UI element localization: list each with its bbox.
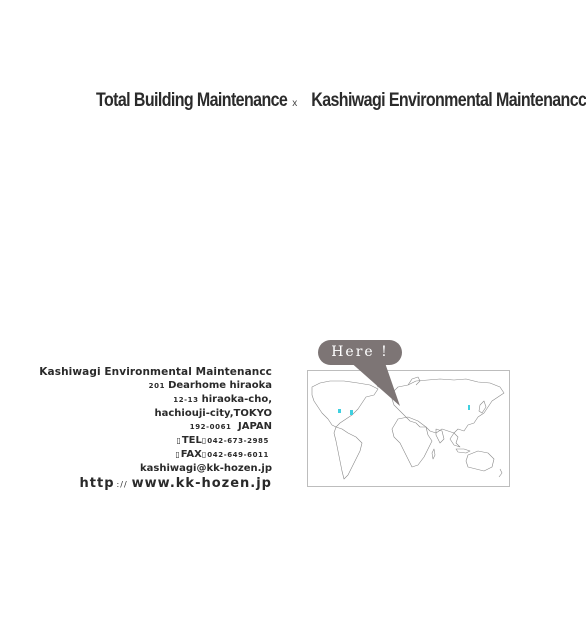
building-name: Dearhome hiraoka	[168, 380, 272, 391]
header-banner	[96, 88, 586, 114]
tel-label: TEL	[181, 435, 202, 446]
tel-number: 042-673-2985	[207, 437, 269, 445]
fax-number: 042-649-6011	[207, 451, 269, 459]
company-name: Kashiwagi Environmental Maintenancc	[39, 366, 272, 378]
banner-right-title: Kashiwagi Environmental Maintenancc	[311, 90, 586, 111]
marker-region-3	[468, 405, 470, 410]
address-postal-line	[39, 420, 272, 434]
url-separator: ://	[116, 480, 128, 489]
se-asia-outline	[450, 433, 460, 447]
banner-separator: x	[292, 97, 298, 109]
fax-label: FAX	[180, 449, 202, 460]
email-link[interactable]: kashiwagi@kk-hozen.jp	[139, 463, 272, 474]
tel-icon: ▯	[176, 436, 181, 445]
fax-line	[39, 448, 272, 462]
callout-pointer-icon	[340, 360, 410, 410]
australia-outline	[466, 451, 494, 471]
address-street-line	[39, 393, 272, 407]
url-domain: www.kk-hozen.jp	[131, 476, 272, 491]
india-outline	[436, 429, 444, 443]
address-city: hachiouji-city,TOKYO	[154, 408, 272, 419]
postal-code: 192-0061	[189, 423, 232, 431]
madagascar-outline	[432, 449, 435, 459]
fax-icon: ▯	[175, 450, 180, 459]
street-name: hiraoka-cho,	[201, 394, 272, 405]
country: JAPAN	[238, 421, 272, 432]
website-link[interactable]	[80, 476, 272, 491]
here-callout: Here !	[318, 340, 402, 365]
africa-outline	[392, 417, 432, 467]
indonesia-outline	[456, 449, 470, 453]
new-zealand-outline	[499, 469, 502, 477]
south-america-outline	[334, 427, 362, 479]
tel-line	[39, 434, 272, 448]
address-building-line	[39, 379, 272, 393]
url-scheme: http	[79, 476, 115, 491]
building-number: 201	[148, 382, 166, 390]
street-number: 12-13	[173, 396, 199, 404]
banner-left-title: Total Building Maintenance	[96, 90, 288, 111]
tel-divider-icon: ▯	[201, 436, 207, 445]
fax-divider-icon: ▯	[201, 450, 207, 459]
marker-region-2	[350, 410, 353, 415]
company-address	[39, 366, 272, 475]
